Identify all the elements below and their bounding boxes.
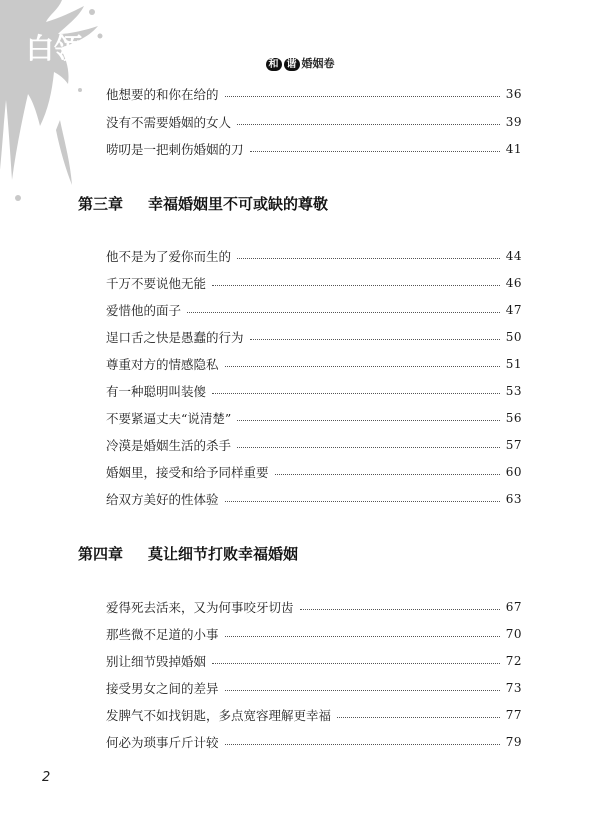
toc-entry[interactable] <box>106 678 522 698</box>
toc-entry[interactable] <box>106 408 522 428</box>
toc-entry[interactable] <box>106 246 522 266</box>
leader-dots <box>187 312 500 313</box>
toc-entry-title: 接受男女之间的差异 <box>106 681 219 696</box>
toc-entry-page: 73 <box>505 681 522 695</box>
toc-entry-title: 他想要的和你在给的 <box>106 87 219 102</box>
toc-entry-page: 57 <box>505 438 522 452</box>
page-number: 2 <box>42 770 51 785</box>
header-badge-2: 谐 <box>284 58 300 71</box>
leader-dots <box>225 744 500 745</box>
toc-entry-page: 41 <box>505 142 522 156</box>
toc-entry[interactable] <box>106 435 522 455</box>
toc-entry-title: 没有不需要婚姻的女人 <box>106 115 232 130</box>
chapter-title: 莫让细节打败幸福婚姻 <box>148 545 299 563</box>
toc-entry-page: 67 <box>505 600 522 614</box>
toc-entry[interactable] <box>106 705 522 725</box>
toc-entry[interactable] <box>106 732 522 752</box>
toc-entry-title: 唠叨是一把刺伤婚姻的刀 <box>106 142 244 157</box>
toc-entry-page: 47 <box>505 303 522 317</box>
leader-dots <box>225 96 500 97</box>
header-series-title: 婚姻卷 <box>301 57 335 70</box>
leader-dots <box>300 609 500 610</box>
toc-entry-title: 逞口舌之快是愚蠢的行为 <box>106 330 244 345</box>
toc-entry-title: 爱惜他的面子 <box>106 303 182 318</box>
leader-dots <box>237 258 500 259</box>
logo-char-1: 白领 <box>26 32 83 65</box>
toc-entry-title: 那些微不足道的小事 <box>106 627 219 642</box>
leader-dots <box>225 366 500 367</box>
toc-entry-title: 尊重对方的情感隐私 <box>106 357 219 372</box>
leader-dots <box>212 393 500 394</box>
toc-entry-title: 不要紧逼丈夫“说清楚” <box>106 411 232 426</box>
toc-entry-page: 39 <box>505 115 522 129</box>
header-badge-1: 和 <box>266 58 282 71</box>
toc-entry-page: 60 <box>505 465 522 479</box>
toc-entry-page: 51 <box>505 357 522 371</box>
toc-entry-title: 冷漠是婚姻生活的杀手 <box>106 438 232 453</box>
leader-dots <box>212 285 500 286</box>
toc-entry[interactable] <box>106 381 522 401</box>
toc-entry[interactable] <box>106 327 522 347</box>
toc-entry-page: 36 <box>505 87 522 101</box>
toc-entry[interactable] <box>106 624 522 644</box>
leader-dots <box>225 501 500 502</box>
toc-entry-page: 70 <box>505 627 522 641</box>
toc-entry-title: 他不是为了爱你而生的 <box>106 249 232 264</box>
leader-dots <box>225 636 500 637</box>
leader-dots <box>237 447 500 448</box>
toc-entry-page: 77 <box>505 708 522 722</box>
toc-entry-page: 50 <box>505 330 522 344</box>
toc-entry-title: 婚姻里，接受和给予同样重要 <box>106 465 269 480</box>
toc-entry-title: 给双方美好的性体验 <box>106 492 219 507</box>
running-header <box>0 55 600 71</box>
chapter-title: 幸福婚姻里不可或缺的尊敬 <box>148 195 329 213</box>
leader-dots <box>237 420 499 421</box>
corner-ink-splash-logo <box>0 0 110 210</box>
leader-dots <box>237 124 500 125</box>
toc-entry-page: 56 <box>505 411 522 425</box>
toc-entry-page: 79 <box>505 735 522 749</box>
leader-dots <box>212 663 500 664</box>
toc-entry-title: 何必为琐事斤斤计较 <box>106 735 219 750</box>
chapter-number: 第四章 <box>78 545 124 563</box>
chapter-number: 第三章 <box>78 195 124 213</box>
toc-entry-page: 46 <box>505 276 522 290</box>
leader-dots <box>250 339 500 340</box>
toc-entry[interactable] <box>106 462 522 482</box>
leader-dots <box>250 151 500 152</box>
toc-entry-page: 72 <box>505 654 522 668</box>
toc-entry-title: 爱得死去活来，又为何事咬牙切齿 <box>106 600 294 615</box>
toc-entry-title: 别让细节毁掉婚姻 <box>106 654 207 669</box>
leader-dots <box>225 690 500 691</box>
toc-entry-title: 有一种聪明叫装傻 <box>106 384 207 399</box>
toc-entry-page: 44 <box>505 249 522 263</box>
toc-entry-page: 53 <box>505 384 522 398</box>
toc-entry[interactable] <box>106 84 522 104</box>
toc-entry[interactable] <box>106 354 522 374</box>
toc-entry[interactable] <box>106 597 522 617</box>
toc-entry[interactable] <box>106 273 522 293</box>
toc-entry-page: 63 <box>505 492 522 506</box>
leader-dots <box>275 474 500 475</box>
toc-entry[interactable] <box>106 139 522 159</box>
toc-entry-title: 千万不要说他无能 <box>106 276 207 291</box>
toc-entry-title: 发脾气不如找钥匙，多点宽容理解更幸福 <box>106 708 332 723</box>
toc-entry[interactable] <box>106 651 522 671</box>
chapter-heading[interactable] <box>78 543 298 564</box>
toc-entry[interactable] <box>106 112 522 132</box>
toc-entry[interactable] <box>106 300 522 320</box>
toc-entry[interactable] <box>106 489 522 509</box>
chapter-heading[interactable] <box>78 193 328 214</box>
leader-dots <box>337 717 500 718</box>
